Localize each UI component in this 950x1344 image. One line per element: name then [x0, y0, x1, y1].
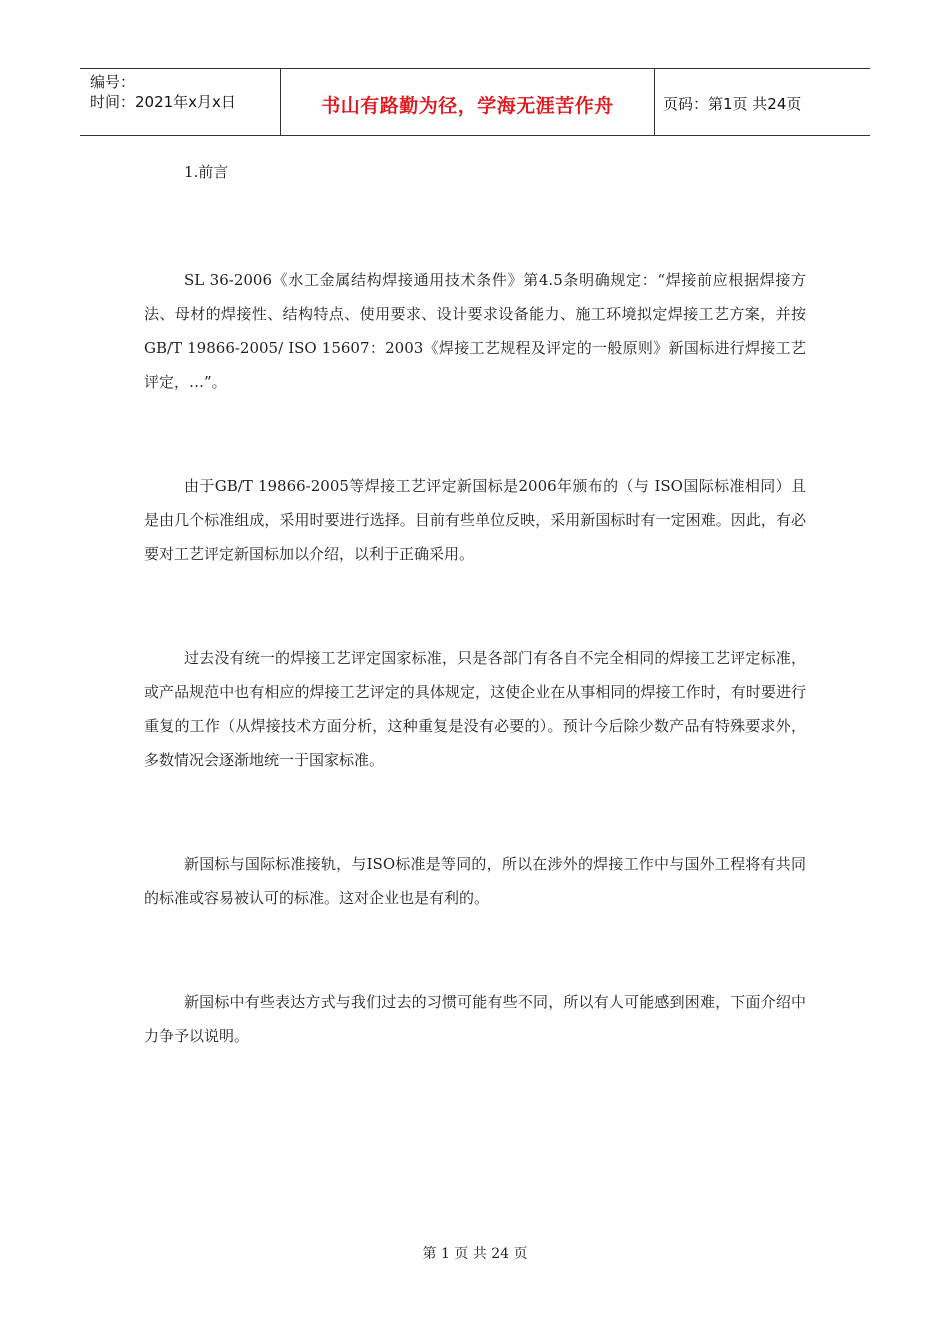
document-date: 时间：2021年x月x日 — [90, 93, 236, 111]
section-heading: 1.前言 — [184, 163, 229, 181]
header-motto: 书山有路勤为径，学海无涯苦作舟 — [281, 69, 655, 135]
document-number-label: 编号： — [90, 73, 136, 91]
paragraph-5: 新国标中有些表达方式与我们过去的习惯可能有些不同，所以有人可能感到困难，下面介绍中力争予以说明。 — [144, 993, 806, 1045]
paragraph-1: SL 36-2006《水工金属结构焊接通用技术条件》第4.5条明确规定：“焊接前应根据焊接方法、母材的焊接性、结构特点、使用要求、设计要求设备能力、施工环境拟定焊接工艺方案，并按GB/T 19866-2005/ ISO 15607：2003《焊接工艺规程及评定的一般原则》新国标进行焊接工艺评定，…”。 — [144, 271, 806, 391]
header-meta — [80, 69, 281, 135]
paragraph-3: 过去没有统一的焊接工艺评定国家标准，只是各部门有各自不完全相同的焊接工艺评定标准，或产品规范中也有相应的焊接工艺评定的具体规定，这使企业在从事相同的焊接工作时，有时要进行重复的工作（从焊接技术方面分析，这种重复是没有必要的）。预计今后除少数产品有特殊要求外，多数情况会逐渐地统一于国家标准。 — [144, 649, 806, 769]
paragraph-2: 由于GB/T 19866-2005等焊接工艺评定新国标是2006年颁布的（与 ISO国际标准相同）且是由几个标准组成，采用时要进行选择。目前有些单位反映，采用新国标时有一定困难。因此，有必要对工艺评定新国标加以介绍，以利于正确采用。 — [144, 477, 806, 563]
page-header — [80, 68, 870, 136]
paragraph-4: 新国标与国际标准接轨，与ISO标准是等同的，所以在涉外的焊接工作中与国外工程将有共同的标准或容易被认可的标准。这对企业也是有利的。 — [144, 855, 806, 907]
page-footer: 第 1 页 共 24 页 — [422, 1246, 528, 1262]
header-page-info: 页码：第1页 共24页 — [663, 94, 802, 113]
document-body — [144, 155, 806, 1053]
